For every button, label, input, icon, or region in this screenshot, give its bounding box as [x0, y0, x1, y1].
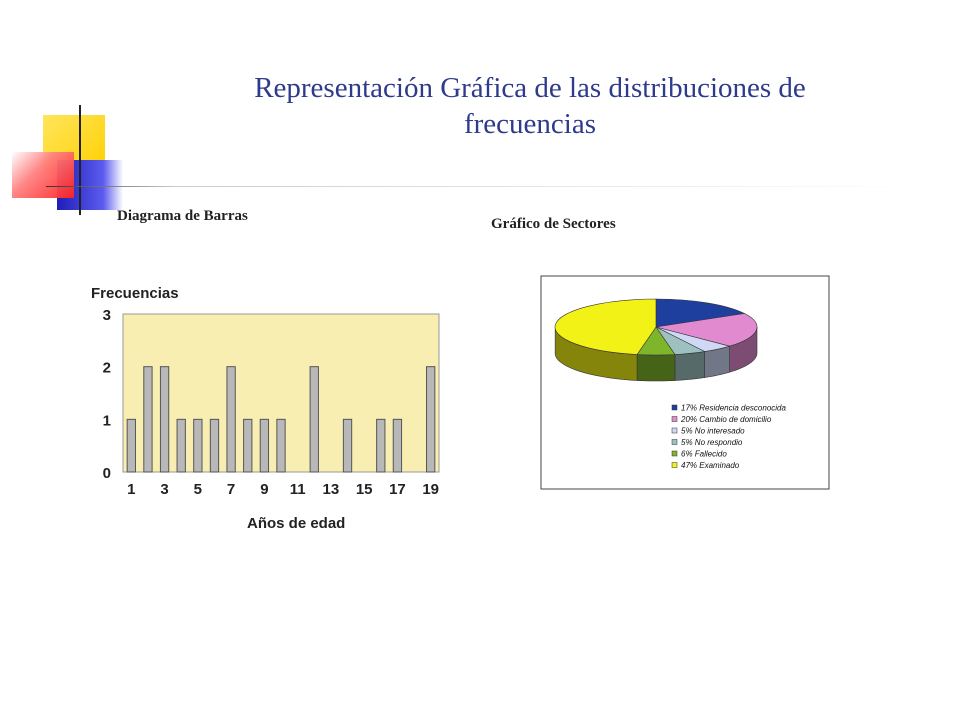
- pie-series: [555, 299, 757, 381]
- bar: [343, 419, 351, 472]
- bar: [194, 419, 202, 472]
- bar-x-tick-label: 5: [193, 481, 203, 498]
- bar-x-tick-label: 7: [226, 481, 236, 498]
- deco-vertical-line: [79, 105, 81, 215]
- slide-title-line1: Representación Gráfica de las distribuciones de: [254, 72, 806, 104]
- pie-legend-label: 17% Residencia desconocida: [681, 403, 786, 413]
- bar: [277, 419, 285, 472]
- bar: [160, 367, 168, 472]
- bar-x-tick-label: 9: [260, 481, 269, 498]
- pie-legend-swatch: [672, 451, 677, 456]
- bar: [227, 367, 235, 472]
- bar-chart-ylabel: Frecuencias: [91, 285, 179, 302]
- pie-legend-label: 20% Cambio de domicilio: [681, 415, 772, 424]
- bar-x-tick-label: 17: [389, 481, 406, 498]
- pie-chart-title: Gráfico de Sectores: [491, 216, 616, 232]
- slide-title: [160, 70, 900, 142]
- pie-legend-swatch: [672, 440, 677, 445]
- bar-x-tick-label: 15: [355, 481, 373, 498]
- bar: [377, 419, 385, 472]
- pie-chart: [540, 275, 832, 493]
- bar-chart-title: Diagrama de Barras: [117, 208, 248, 224]
- bar: [127, 419, 135, 472]
- bar-x-tick-label: 11: [289, 481, 306, 498]
- bar: [260, 419, 268, 472]
- bar: [177, 419, 185, 472]
- bar-x-tick-label: 1: [127, 481, 136, 498]
- bar-chart: [85, 278, 455, 538]
- bar-x-tick-label: 13: [322, 481, 340, 498]
- deco-horizontal-line: [46, 186, 916, 187]
- pie-legend-label: 6% Fallecido: [681, 449, 727, 459]
- bar: [310, 367, 318, 472]
- slide-title-line2: frecuencias: [463, 108, 596, 140]
- bar: [427, 367, 435, 472]
- bar-y-tick-label: 3: [102, 307, 111, 324]
- bar: [393, 419, 401, 472]
- bar: [144, 367, 152, 472]
- pie-legend-swatch: [672, 463, 677, 468]
- bar-x-ticks: [127, 481, 439, 498]
- pie-slice-side: [637, 355, 675, 381]
- pie-legend-label: 5% No respondio: [681, 438, 743, 447]
- pie-legend-swatch: [672, 417, 677, 422]
- bar-y-tick-label: 0: [102, 465, 111, 482]
- bar-y-tick-label: 1: [102, 412, 111, 430]
- deco-red-square: [12, 152, 74, 198]
- pie-legend-swatch: [672, 428, 677, 433]
- pie-legend-swatch: [672, 405, 677, 410]
- bar: [210, 419, 218, 472]
- bar-y-ticks: [103, 307, 111, 482]
- bar: [244, 419, 252, 472]
- bar-x-tick-label: 3: [160, 481, 169, 498]
- bar-chart-xlabel: Años de edad: [247, 515, 346, 532]
- pie-slice-side: [675, 352, 705, 381]
- pie-legend-label: 47% Examinado: [681, 461, 740, 470]
- bar-y-tick-label: 2: [102, 359, 111, 377]
- pie-legend-label: 5% No interesado: [681, 426, 745, 436]
- bar-x-tick-label: 19: [422, 481, 440, 498]
